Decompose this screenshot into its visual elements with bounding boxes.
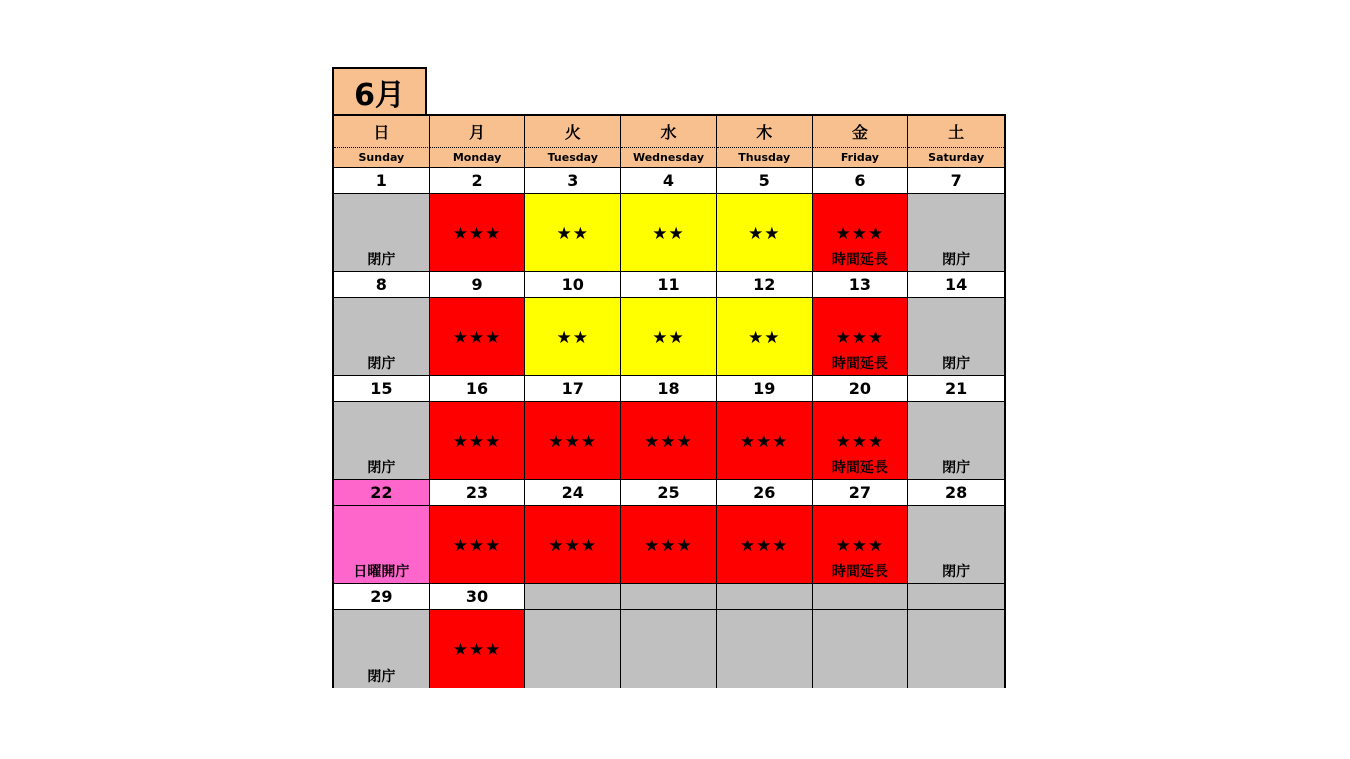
date-number: 18 — [621, 376, 717, 402]
date-number: 12 — [717, 272, 813, 298]
busy-stars: ★★★ — [452, 328, 502, 348]
date-number: 2 — [430, 168, 526, 194]
day-cell[interactable] — [334, 298, 430, 376]
day-note: 時間延長 — [831, 356, 888, 372]
day-cell[interactable] — [813, 506, 909, 584]
day-cell[interactable] — [717, 610, 813, 688]
busy-stars: ★★★ — [739, 536, 789, 556]
date-number: 7 — [908, 168, 1004, 194]
day-cell[interactable] — [334, 194, 430, 272]
day-note: 閉庁 — [367, 356, 396, 372]
day-note: 時間延長 — [831, 460, 888, 476]
day-cell[interactable] — [908, 194, 1004, 272]
date-number: 17 — [525, 376, 621, 402]
busy-stars: ★★★ — [548, 536, 598, 556]
day-cell[interactable] — [621, 194, 717, 272]
busy-stars: ★★ — [747, 328, 781, 348]
busy-stars: ★★★ — [452, 640, 502, 660]
busy-stars: ★★★ — [739, 432, 789, 452]
date-number: 20 — [813, 376, 909, 402]
date-number: 11 — [621, 272, 717, 298]
weekday-en-header: Sunday — [334, 148, 430, 168]
day-cell[interactable] — [717, 506, 813, 584]
date-number: 13 — [813, 272, 909, 298]
date-number: 28 — [908, 480, 1004, 506]
date-number: 15 — [334, 376, 430, 402]
busy-stars: ★★★ — [452, 536, 502, 556]
date-number: 10 — [525, 272, 621, 298]
date-number: 21 — [908, 376, 1004, 402]
day-cell[interactable] — [717, 298, 813, 376]
date-number: 22 — [334, 480, 430, 506]
weekday-jp-header: 木 — [717, 116, 813, 148]
day-cell[interactable] — [430, 610, 526, 688]
day-cell[interactable] — [430, 402, 526, 480]
weekday-jp-header: 月 — [430, 116, 526, 148]
weekday-en-header: Saturday — [908, 148, 1004, 168]
day-cell[interactable] — [334, 610, 430, 688]
day-note: 閉庁 — [942, 252, 971, 268]
day-cell[interactable] — [430, 194, 526, 272]
weekday-en-header: Wednesday — [621, 148, 717, 168]
date-number: 5 — [717, 168, 813, 194]
weekday-jp-header: 水 — [621, 116, 717, 148]
date-number: 16 — [430, 376, 526, 402]
weekday-jp-header: 日 — [334, 116, 430, 148]
day-cell[interactable] — [525, 298, 621, 376]
day-cell[interactable] — [621, 402, 717, 480]
date-number: 29 — [334, 584, 430, 610]
date-number: 26 — [717, 480, 813, 506]
date-number: 6 — [813, 168, 909, 194]
date-number — [813, 584, 909, 610]
day-cell[interactable] — [621, 506, 717, 584]
day-cell[interactable] — [525, 194, 621, 272]
day-cell[interactable] — [813, 610, 909, 688]
date-number: 4 — [621, 168, 717, 194]
day-note: 日曜開庁 — [353, 564, 410, 580]
day-cell[interactable] — [813, 194, 909, 272]
date-number: 23 — [430, 480, 526, 506]
day-cell[interactable] — [334, 506, 430, 584]
day-cell[interactable] — [430, 506, 526, 584]
day-note: 閉庁 — [942, 356, 971, 372]
date-number — [525, 584, 621, 610]
day-cell[interactable] — [621, 298, 717, 376]
busy-stars: ★★★ — [452, 224, 502, 244]
busy-stars: ★★★ — [835, 536, 885, 556]
weekday-en-header: Thusday — [717, 148, 813, 168]
day-note: 時間延長 — [831, 252, 888, 268]
date-number — [908, 584, 1004, 610]
busy-stars: ★★ — [652, 224, 685, 244]
day-cell[interactable] — [908, 402, 1004, 480]
day-cell[interactable] — [525, 610, 621, 688]
busy-stars: ★★★ — [835, 224, 885, 244]
date-number: 8 — [334, 272, 430, 298]
weekday-jp-header: 火 — [525, 116, 621, 148]
day-cell[interactable] — [717, 194, 813, 272]
busy-stars: ★★★ — [835, 328, 885, 348]
day-cell[interactable] — [717, 402, 813, 480]
day-note: 時間延長 — [831, 564, 888, 580]
date-number: 24 — [525, 480, 621, 506]
busy-stars: ★★★ — [644, 536, 693, 556]
day-note: 閉庁 — [367, 460, 396, 476]
date-number: 19 — [717, 376, 813, 402]
date-number: 25 — [621, 480, 717, 506]
date-number: 9 — [430, 272, 526, 298]
busy-stars: ★★ — [556, 328, 590, 348]
date-number — [621, 584, 717, 610]
busy-stars: ★★ — [747, 224, 781, 244]
day-cell[interactable] — [908, 610, 1004, 688]
day-cell[interactable] — [334, 402, 430, 480]
busy-stars: ★★★ — [644, 432, 693, 452]
day-note: 閉庁 — [942, 460, 971, 476]
day-cell[interactable] — [525, 506, 621, 584]
date-number: 14 — [908, 272, 1004, 298]
day-cell[interactable] — [908, 298, 1004, 376]
day-cell[interactable] — [525, 402, 621, 480]
weekday-en-header: Monday — [430, 148, 526, 168]
day-cell[interactable] — [908, 506, 1004, 584]
weekday-en-header: Friday — [813, 148, 909, 168]
month-title: 6月 — [332, 67, 427, 114]
busy-stars: ★★ — [556, 224, 590, 244]
weekday-jp-header: 土 — [908, 116, 1004, 148]
weekday-jp-header: 金 — [813, 116, 909, 148]
day-note: 閉庁 — [942, 564, 971, 580]
day-cell[interactable] — [430, 298, 526, 376]
date-number: 30 — [430, 584, 526, 610]
busy-stars: ★★★ — [548, 432, 598, 452]
busy-stars: ★★★ — [835, 432, 885, 452]
date-number: 27 — [813, 480, 909, 506]
day-cell[interactable] — [621, 610, 717, 688]
day-cell[interactable] — [813, 402, 909, 480]
day-cell[interactable] — [813, 298, 909, 376]
date-number: 3 — [525, 168, 621, 194]
date-number: 1 — [334, 168, 430, 194]
date-number — [717, 584, 813, 610]
day-note: 閉庁 — [367, 252, 396, 268]
calendar-grid — [332, 114, 1006, 688]
busy-stars: ★★ — [652, 328, 685, 348]
busy-stars: ★★★ — [452, 432, 502, 452]
day-note: 閉庁 — [367, 669, 396, 685]
weekday-en-header: Tuesday — [525, 148, 621, 168]
